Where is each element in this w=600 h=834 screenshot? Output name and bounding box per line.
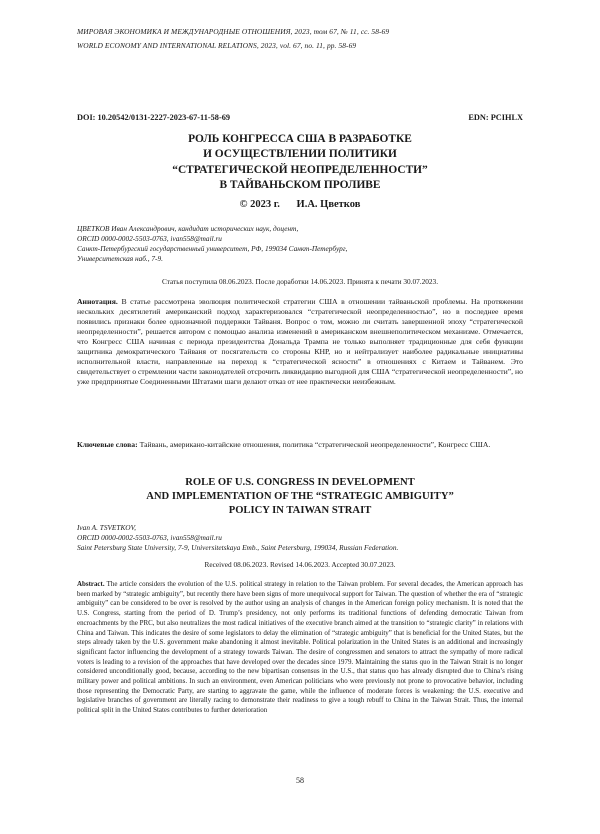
doi[interactable]: DOI: 10.20542/0131-2227-2023-67-11-58-69 — [77, 113, 231, 122]
keywords-text: Тайвань, американо-китайские отношения, политика “стратегической неопределенности”, Конгресс США. — [139, 440, 491, 449]
affiliation-line: ORCID 0000-0002-5503-0763, ivan558@mail.ru — [77, 234, 222, 243]
article-title-en — [77, 476, 523, 517]
affiliation-line: Университетская наб., 7-9. — [77, 254, 163, 263]
doi-line — [77, 113, 523, 122]
title-line: AND IMPLEMENTATION OF THE “STRATEGIC AMBIGUITY” — [146, 490, 454, 502]
affiliation-line: Ivan A. TSVETKOV, — [77, 523, 136, 532]
affiliation-line: Санкт-Петербургский государственный университет, РФ, 199034 Санкт-Петербург, — [77, 244, 348, 253]
keywords-ru — [77, 440, 523, 450]
affiliation-line: ORCID 0000-0002-5503-0763, ivan558@mail.ru — [77, 533, 222, 542]
title-line: “СТРАТЕГИЧЕСКОЙ НЕОПРЕДЕЛЕННОСТИ” — [172, 163, 428, 176]
copyright: © 2023 г. — [239, 199, 280, 210]
submission-dates-ru: Статья поступила 08.06.2023. После доработки 14.06.2023. Принята к печати 30.07.2023. — [161, 277, 439, 286]
keywords-label: Ключевые слова: — [77, 440, 138, 449]
journal-header-ru: МИРОВАЯ ЭКОНОМИКА И МЕЖДУНАРОДНЫЕ ОТНОШЕНИЯ, 2023, том 67, № 11, сс. 58-69 — [77, 27, 390, 36]
affiliation-line: ЦВЕТКОВ Иван Александрович, кандидат исторических наук, доцент, — [77, 224, 299, 233]
title-line: POLICY IN TAIWAN STRAIT — [228, 504, 372, 516]
author-line-ru — [77, 199, 523, 210]
title-line: РОЛЬ КОНГРЕССА США В РАЗРАБОТКЕ — [188, 133, 412, 145]
abstract-text: The article considers the evolution of the U.S. political strategy in relation to the Taiwan problem. For several decades, the American approach has been marked by “strategic ambiguity”, but recently there have been signs of more unequivocal support for Taiwan. The question of whether the era of “strategic ambiguity” can be considered to be over is resolved by the author using an analysis of changes in the American foreign policy mechanism. It is noted that the U.S. Congress, starting from the period of D. Trump’s presidency, not only performs its traditional functions of defending democratic Taiwan from encroachments by the PRC, but also neutralizes the most radical initiatives of the executive branch aimed at the transition to “strategic clarity” in relations with China and Taiwan. This indicates the desire of some legislators to delay the elimination of “strategic ambiguity” that is beneficial for the United States, but the steps already taken by the U.S. government make abandoning it almost inevitable. Political polarization in the United States is an additional and increasingly significant factor influencing the development of a strategy towards Taiwan. The desire of congressmen and senators to attract the sympathy of more radical voters is leading to a revision of the approaches that have developed over the decades since 1979. Maintaining the status quo in the Taiwan Strait is no longer considered unconditionally good, because, according to the new bipartisan consensus in the U.S., that status quo has already disrupted due to China’s rising military power and political ambitions. In such an environment, even American politicians who were previously not prone to provocative behavior, including those representing the Democratic Party, are starting to aggravate the game, while the influence of moderate forces is weakening: the U.S. executive and legislative branches of government are literally racing to demonstrate their readiness to give a tough rebuff to China in the Taiwan Strait. Thus, the internal political split in the United States contributes to further deterioration — [77, 580, 524, 715]
abstract-en — [77, 580, 523, 716]
abstract-text: В статье рассмотрена эволюция политической стратегии США в отношении тайваньской проблемы. На протяжении нескольких десятилетий американский подход характеризовался “стратегической неопределенностью”, но в последнее время появились признаки более однозначной поддержки Тайваня. Вопрос о том, можно ли считать завершенной эпоху “стратегической неопределенности”, решается автором с помощью анализа изменений в американском внешнеполитическом механизме. Отмечается, что Конгресс США начиная с периода президентства Дональда Трампа не только выполняет традиционные для себя функции защитника демократического Тайваня от посягательств со стороны КНР, но и нейтрализует наиболее радикальные инициативы исполнительной власти, направленные на переход к “стратегической ясности” в отношениях с Китаем и Тайванем. Это свидетельствует о стремлении части законодателей отсрочить ликвидацию выгодной для США “стратегической неопределенности”, но уже предпринятые Соединенными Штатами шаги делают отказ от нее практически неизбежным. — [77, 297, 523, 387]
title-line: ROLE OF U.S. CONGRESS IN DEVELOPMENT — [185, 477, 415, 488]
abstract-label: Аннотация. — [77, 297, 118, 306]
author-affiliation-ru — [77, 224, 523, 264]
title-line: В ТАЙВАНЬСКОМ ПРОЛИВЕ — [219, 179, 381, 192]
article-title-ru — [77, 132, 523, 194]
author-affiliation-en — [77, 523, 523, 553]
abstract-ru — [77, 297, 523, 387]
edn: EDN: PCIHLX — [468, 113, 523, 122]
abstract-label: Abstract. — [77, 580, 105, 588]
author-name: И.А. Цветков — [296, 199, 361, 210]
page-number: 58 — [296, 776, 304, 785]
title-line: И ОСУЩЕСТВЛЕНИИ ПОЛИТИКИ — [203, 148, 397, 161]
journal-header-en: WORLD ECONOMY AND INTERNATIONAL RELATIONS, 2023, vol. 67, no. 11, pp. 58-69 — [77, 41, 357, 50]
submission-dates-en: Received 08.06.2023. Revised 14.06.2023. Accepted 30.07.2023. — [204, 560, 396, 569]
affiliation-line: Saint Petersburg State University, 7-9, Universitetskaya Emb., Saint Petersburg, 199034, Russian Federation. — [77, 543, 399, 552]
